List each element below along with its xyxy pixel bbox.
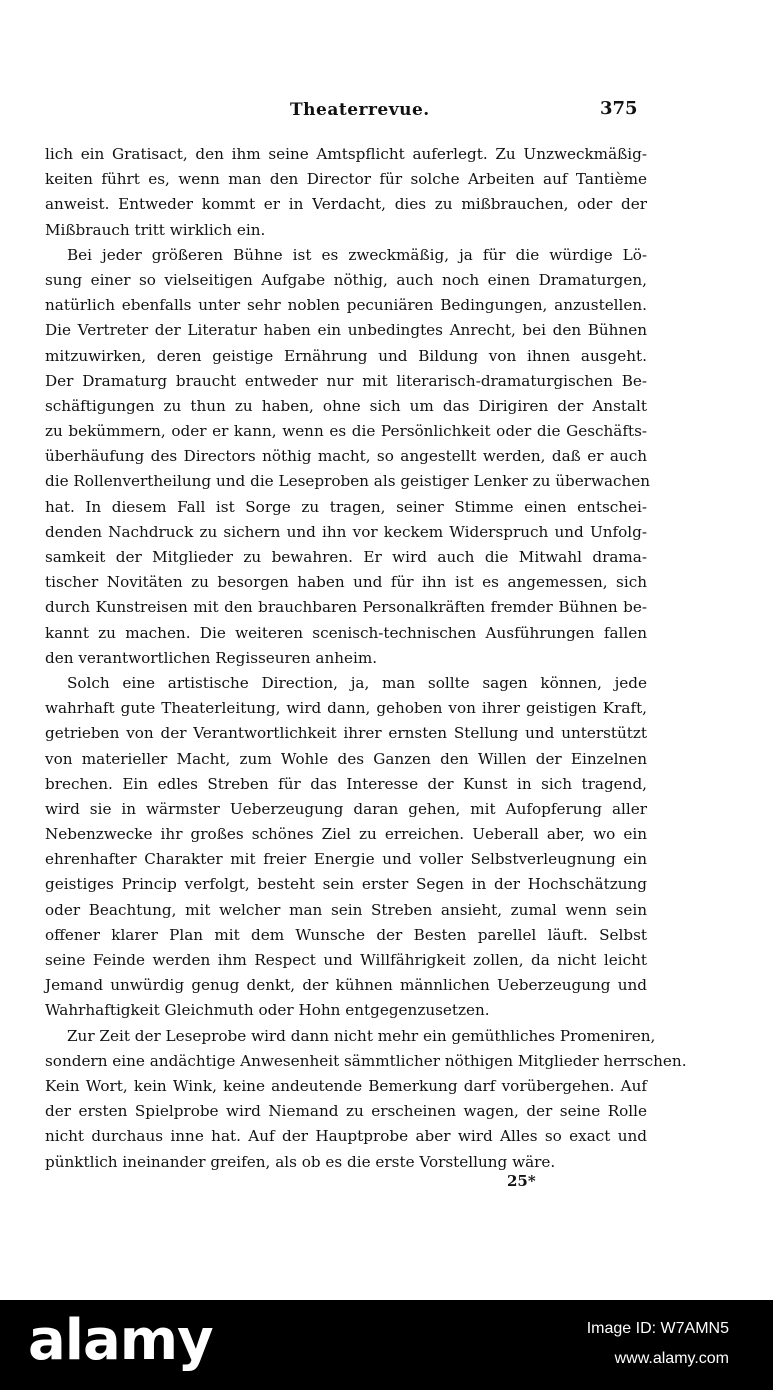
text-line: Mißbrauch tritt wirklich ein. <box>45 220 266 239</box>
paragraph <box>45 1024 687 1175</box>
text-line: pünktlich ineinander greifen, als ob es die erste Vorstellung wäre. <box>45 1152 556 1171</box>
text-line: natürlich ebenfalls unter sehr noblen pecuniären Bedingungen, anzustellen. <box>45 296 647 315</box>
text-line: sondern eine andächtige Anwesenheit sämmtlicher nöthigen Mitglieder herrschen. <box>45 1051 687 1070</box>
text-line: nicht durchaus inne hat. Auf der Hauptprobe aber wird Alles so exact und <box>45 1127 647 1146</box>
text-line: seine Feinde werden ihm Respect und Willfährigkeit zollen, da nicht leicht <box>45 951 647 969</box>
text-line: brechen. Ein edles Streben für das Interesse der Kunst in sich tragend, <box>45 774 647 793</box>
text-line: zu bekümmern, oder er kann, wenn es die Persönlichkeit oder die Geschäfts- <box>45 422 647 441</box>
text-line: tischer Novitäten zu besorgen haben und für ihn ist es angemessen, sich <box>45 573 647 592</box>
signature-mark: 25* <box>507 1172 536 1190</box>
paragraph <box>45 142 647 243</box>
page-number: 375 <box>600 98 638 119</box>
text-line: die Rollenvertheilung und die Leseproben als geistiger Lenker zu überwachen <box>45 472 651 491</box>
watermark-banner <box>0 1300 773 1390</box>
text-line: lich ein Gratisact, den ihm seine Amtspflicht auferlegt. Zu Unzweckmäßig- <box>45 145 647 163</box>
text-line: mitzuwirken, deren geistige Ernährung und Bildung von ihnen ausgeht. <box>45 346 647 365</box>
text-line: den verantwortlichen Regisseuren anheim. <box>45 648 378 667</box>
text-line: der ersten Spielprobe wird Niemand zu erscheinen wagen, der seine Rolle <box>45 1102 647 1121</box>
text-line: kannt zu machen. Die weiteren scenisch-technischen Ausführungen fallen <box>45 623 647 642</box>
paragraph <box>45 243 651 671</box>
text-line: wird sie in wärmster Ueberzeugung daran gehen, mit Aufopferung aller <box>45 799 647 818</box>
text-line: Jemand unwürdig genug denkt, der kühnen männlichen Ueberzeugung und <box>45 976 647 995</box>
text-line: Zur Zeit der Leseprobe wird dann nicht mehr ein gemüthliches Promeniren, <box>67 1026 656 1045</box>
text-line: schäftigungen zu thun zu haben, ohne sich um das Dirigiren der Anstalt <box>45 396 647 415</box>
body-text <box>45 142 687 1175</box>
text-line: wahrhaft gute Theaterleitung, wird dann, gehoben von ihrer geistigen Kraft, <box>45 699 647 718</box>
text-line: geistiges Princip verfolgt, besteht sein erster Segen in der Hochschätzung <box>45 875 647 894</box>
text-line: anweist. Entweder kommt er in Verdacht, dies zu mißbrauchen, oder der <box>45 195 647 214</box>
text-line: denden Nachdruck zu sichern und ihn vor keckem Widerspruch und Unfolg- <box>45 522 647 541</box>
text-line: offener klarer Plan mit dem Wunsche der Besten parellel läuft. Selbst <box>45 925 647 944</box>
watermark-url: www.alamy.com <box>614 1350 729 1367</box>
text-line: Solch eine artistische Direction, ja, man sollte sagen können, jede <box>67 673 647 692</box>
alamy-logo: alamy <box>28 1308 213 1373</box>
running-head: Theaterrevue. <box>290 100 430 120</box>
text-line: getrieben von der Verantwortlichkeit ihrer ernsten Stellung und unterstützt <box>45 724 647 743</box>
text-line: von materieller Macht, zum Wohle des Ganzen den Willen der Einzelnen <box>45 749 647 768</box>
text-line: sung einer so vielseitigen Aufgabe nöthig, auch noch einen Dramaturgen, <box>45 270 647 289</box>
text-line: oder Beachtung, mit welcher man sein Streben ansieht, zumal wenn sein <box>45 900 647 919</box>
text-line: Wahrhaftigkeit Gleichmuth oder Hohn entgegenzusetzen. <box>45 1001 490 1020</box>
text-line: überhäufung des Directors nöthig macht, so angestellt werden, daß er auch <box>45 447 647 466</box>
paragraph <box>45 671 647 1024</box>
image-id: Image ID: W7AMN5 <box>586 1320 729 1337</box>
text-line: ehrenhafter Charakter mit freier Energie und voller Selbstverleugnung ein <box>45 850 647 869</box>
text-line: samkeit der Mitglieder zu bewahren. Er wird auch die Mitwahl drama- <box>45 548 647 566</box>
text-line: durch Kunstreisen mit den brauchbaren Personalkräften fremder Bühnen be- <box>45 598 647 617</box>
text-line: Kein Wort, kein Wink, keine andeutende Bemerkung darf vorübergehen. Auf <box>45 1076 647 1095</box>
text-line: Der Dramaturg braucht entweder nur mit literarisch-dramaturgischen Be- <box>45 371 647 390</box>
text-line: Nebenzwecke ihr großes schönes Ziel zu erreichen. Ueberall aber, wo ein <box>45 825 647 844</box>
text-line: Die Vertreter der Literatur haben ein unbedingtes Anrecht, bei den Bühnen <box>45 321 647 340</box>
text-line: keiten führt es, wenn man den Director für solche Arbeiten auf Tantième <box>45 170 647 189</box>
text-line: Bei jeder größeren Bühne ist es zweckmäßig, ja für die würdige Lö- <box>67 245 647 264</box>
text-line: hat. In diesem Fall ist Sorge zu tragen, seiner Stimme einen entschei- <box>45 497 647 516</box>
